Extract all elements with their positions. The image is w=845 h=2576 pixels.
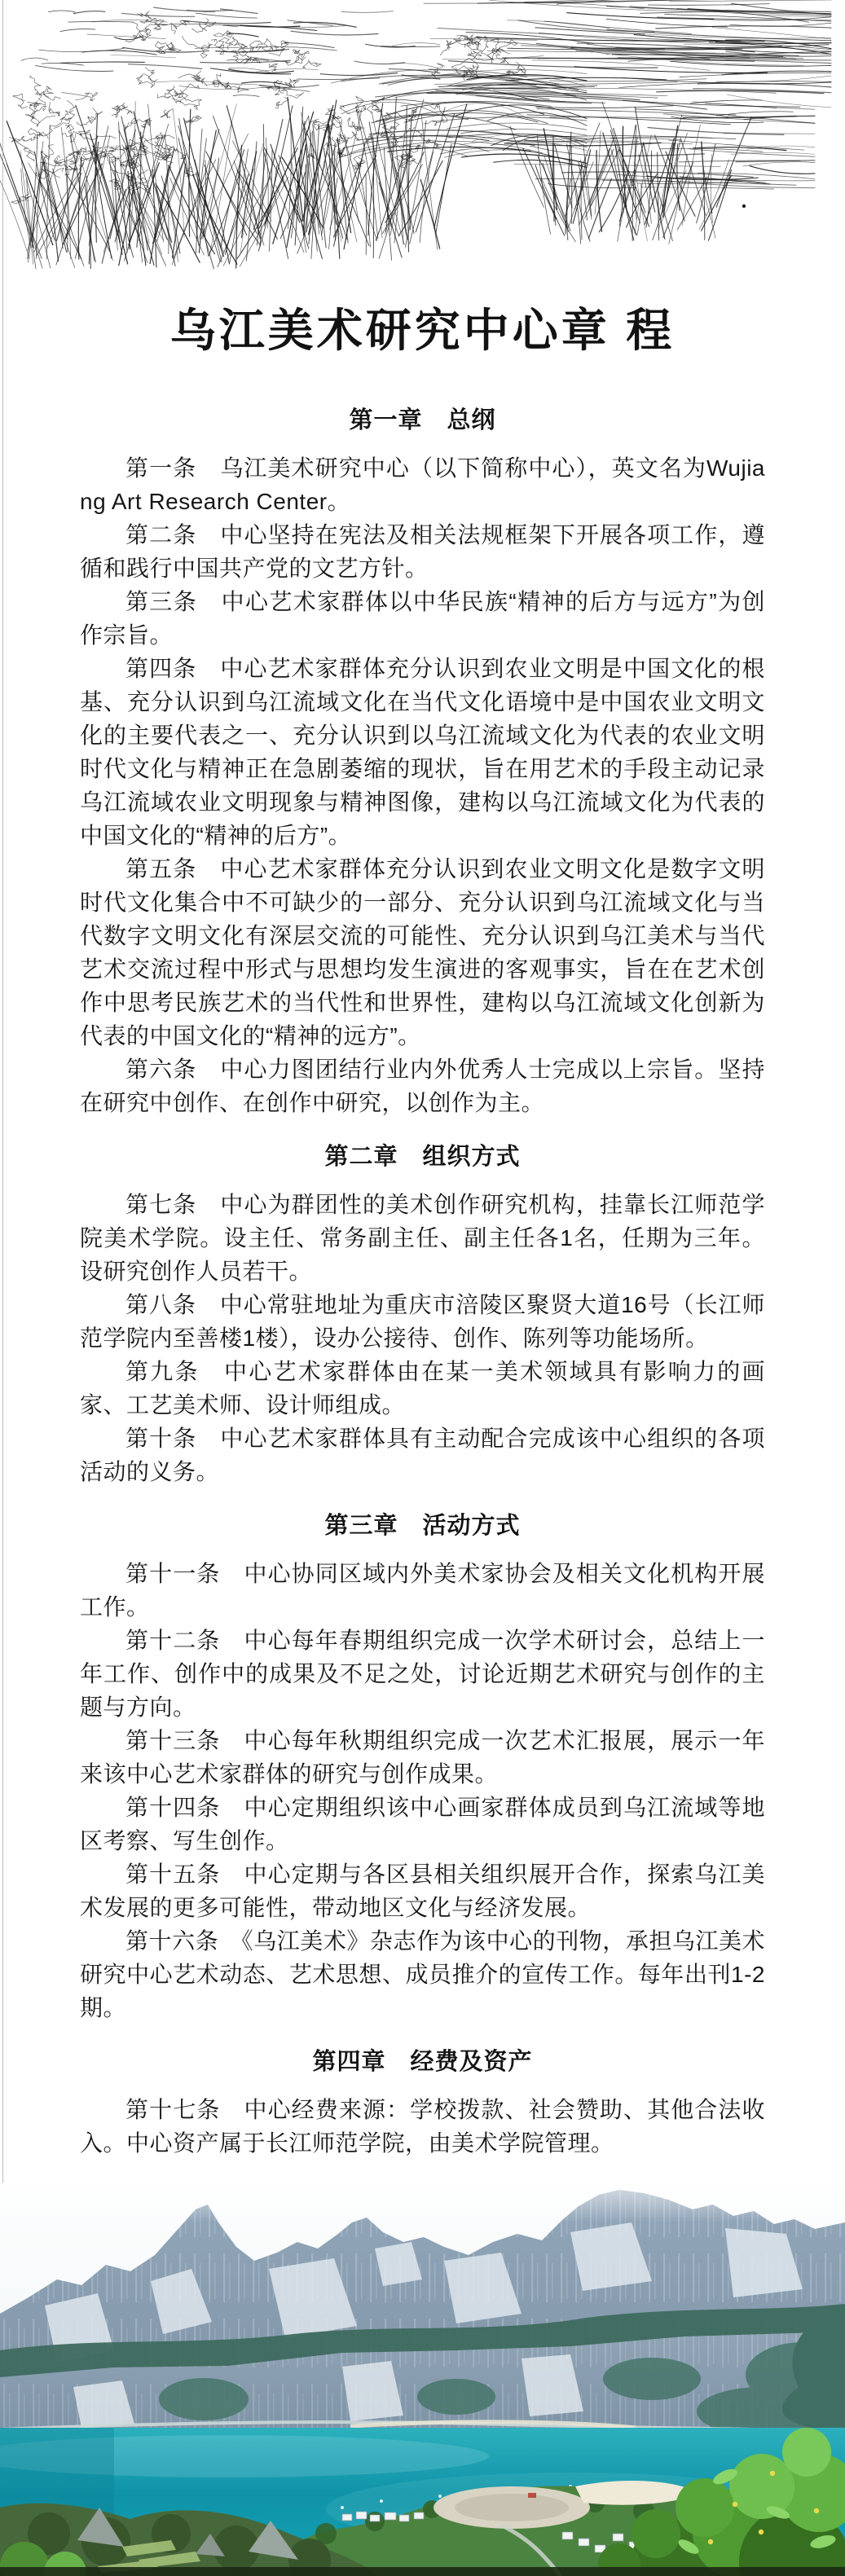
article-paragraph: 第十五条 中心定期与各区县相关组织展开合作，探索乌江美术发展的更多可能性，带动地区文化与经济发展。 (80, 1862, 765, 1920)
article-paragraph: 第八条 中心常驻地址为重庆市涪陵区聚贤大道16号（长江师范学院内至善楼1楼），设办公接待、创作、陈列等功能场所。 (80, 1292, 765, 1351)
photo-top-fade (0, 2183, 845, 2222)
article-paragraph: 第九条 中心艺术家群体由在某一美术领域具有影响力的画家、工艺美术师、设计师组成。 (80, 1359, 765, 1418)
photo-bottom-shadow (0, 2567, 845, 2576)
chapter-heading-1: 第一章 总纲 (349, 407, 496, 433)
article-paragraph: 第六条 中心力图团结行业内外优秀人士完成以上宗旨。坚持在研究中创作、在创作中研究，以创作为主。 (80, 1057, 765, 1115)
article-paragraph: 第五条 中心艺术家群体充分认识到农业文明文化是数字文明时代文化集合中不可缺少的一部分、充分认识到乌江流域文化与当代数字文明文化有深层交流的可能性、充分认识到乌江美术与当代艺术交流过程中形式与思想均发生演进的客观事实，旨在在艺术创作中思考民族艺术的当代性和世界性，建构以乌江流域文化创新为代表的中国文化的“精神的远方”。 (80, 856, 765, 1048)
chapter-heading-4: 第四章 经费及资产 (312, 2049, 533, 2075)
article-paragraph: 第一条 乌江美术研究中心（以下简称中心），英文名为Wujiang Art Research Center。 (80, 455, 765, 514)
article-paragraph: 第十六条 《乌江美术》杂志作为该中心的刊物，承担乌江美术研究中心艺术动态、艺术思想、成员推介的宣传工作。每年出刊1-2期。 (80, 1928, 765, 2020)
plaza-inner (455, 2494, 569, 2521)
page-title: 乌江美术研究中心章 程 (169, 305, 676, 356)
chapter-heading-3: 第三章 活动方式 (324, 1513, 521, 1539)
article-paragraph: 第十二条 中心每年春期组织完成一次学术研讨会，总结上一年工作、创作中的成果及不足之处，讨论近期艺术研究与创作的主题与方向。 (80, 1628, 765, 1720)
article-paragraph: 第十四条 中心定期组织该中心画家群体成员到乌江流域等地区考察、写生创作。 (80, 1795, 765, 1853)
red-canopy (528, 2493, 536, 2498)
article-paragraph: 第四条 中心艺术家群体充分认识到农业文明是中国文化的根基、充分认识到乌江流域文化在当代文化语境中是中国农业文明文化的主要代表之一、充分认识到以乌江流域文化为代表的农业文明时代文化与精神正在急剧萎缩的现状，旨在用艺术的手段主动记录乌江流域农业文明现象与精神图像，建构以乌江流域文化为代表的中国文化的“精神的后方”。 (80, 656, 765, 848)
charter-body (0, 404, 845, 2262)
chapter-heading-2: 第二章 组织方式 (324, 1144, 521, 1170)
article-paragraph: 第七条 中心为群团性的美术创作研究机构，挂靠长江师范学院美术学院。设主任、常务副主任、副主任各1名，任期为三年。设研究创作人员若干。 (80, 1192, 765, 1284)
ink-dot (742, 204, 746, 208)
article-paragraph: 第三条 中心艺术家群体以中华民族“精神的后方与远方”为创作宗旨。 (80, 589, 765, 648)
article-paragraph: 第十三条 中心每年秋期组织完成一次艺术汇报展，展示一年来该中心艺术家群体的研究与创作成果。 (80, 1728, 765, 1787)
ink-landscape-sketch-artwork (0, 0, 845, 273)
wujiang-river-photo (0, 2183, 845, 2576)
article-paragraph: 第十一条 中心协同区域内外美术家协会及相关文化机构开展工作。 (80, 1561, 765, 1620)
article-paragraph: 第二条 中心坚持在宪法及相关法规框架下开展各项工作，遵循和践行中国共产党的文艺方针。 (80, 522, 765, 581)
article-paragraph: 第十七条 中心经费来源：学校拨款、社会赞助、其他合法收入。中心资产属于长江师范学院，由美术学院管理。 (80, 2097, 765, 2156)
article-paragraph: 第十条 中心艺术家群体具有主动配合完成该中心组织的各项活动的义务。 (80, 1426, 765, 1484)
